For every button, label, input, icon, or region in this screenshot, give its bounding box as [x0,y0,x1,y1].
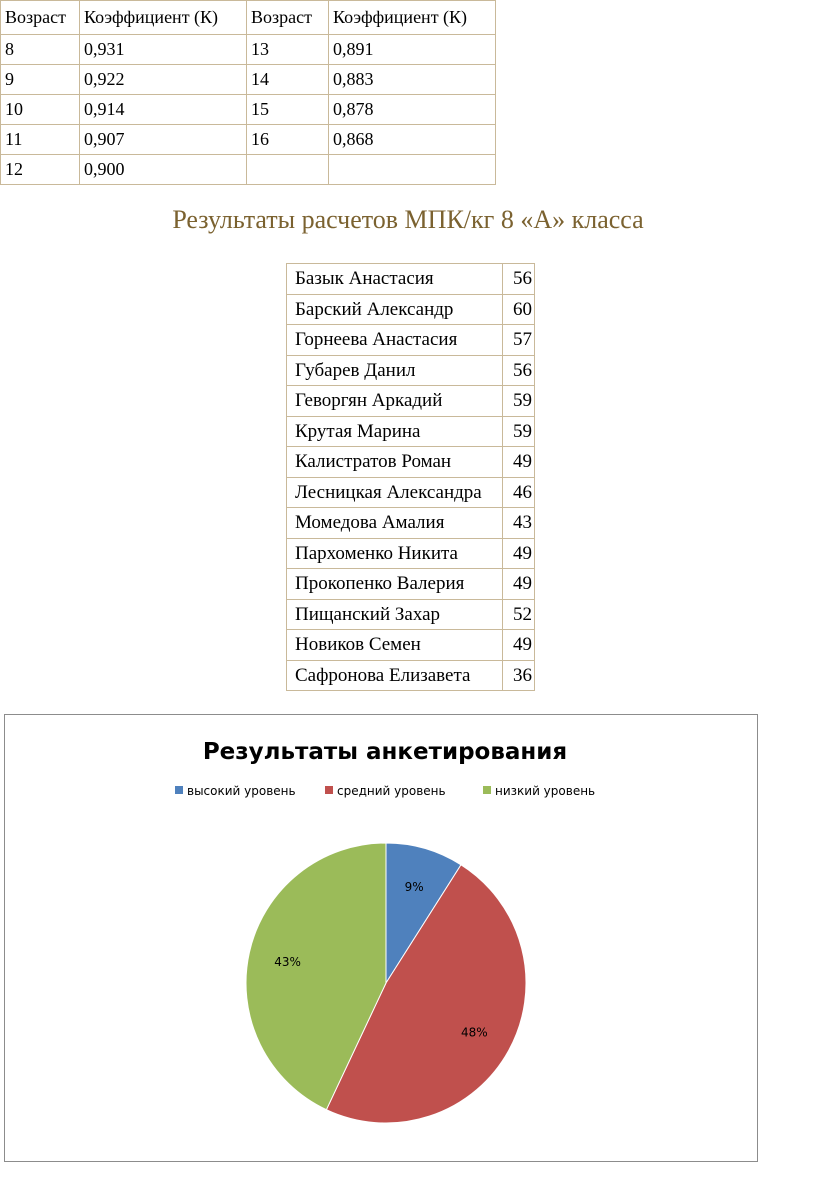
mpk-value-cell: 57 [503,325,535,356]
student-name-cell: Пархоменко Никита [287,538,503,569]
mpk-value-cell: 46 [503,477,535,508]
table-row [1,125,496,155]
table-cell: 0,907 [80,125,247,155]
mpk-value-cell: 59 [503,386,535,417]
table-cell: 12 [1,155,80,185]
table-row [287,538,535,569]
student-name-cell: Геворгян Аркадий [287,386,503,417]
table-row [287,630,535,661]
student-name-cell: Момедова Амалия [287,508,503,539]
table-row [287,477,535,508]
table-cell: 0,883 [329,65,496,95]
mpk-results-table [286,263,535,691]
legend-label: низкий уровень [495,784,596,798]
student-name-cell: Базык Анастасия [287,264,503,295]
table-cell: 14 [247,65,329,95]
pie-chart-svg [9,719,753,1157]
table-cell: 0,891 [329,35,496,65]
table-cell: 0,922 [80,65,247,95]
pie-data-label: 43% [274,955,301,970]
header-cell: Возраст [1,1,80,35]
mpk-value-cell: 60 [503,294,535,325]
legend-label: высокий уровень [187,784,296,798]
mpk-value-cell: 52 [503,599,535,630]
table-cell: 8 [1,35,80,65]
table-cell: 0,878 [329,95,496,125]
table-cell: 13 [247,35,329,65]
header-cell: Коэффициент (К) [80,1,247,35]
table-row [1,35,496,65]
table-row [287,386,535,417]
table-row [287,660,535,691]
chart-legend [175,784,595,798]
table-row [1,155,496,185]
table-row [1,95,496,125]
table-cell [247,155,329,185]
table-row [287,416,535,447]
chart-title: Результаты анкетирования [202,739,568,765]
student-name-cell: Крутая Марина [287,416,503,447]
header-cell: Возраст [247,1,329,35]
table-row [287,264,535,295]
student-name-cell: Сафронова Елизавета [287,660,503,691]
survey-chart [4,714,758,1162]
mpk-value-cell: 59 [503,416,535,447]
coefficient-table [0,0,496,185]
table-cell: 9 [1,65,80,95]
table-cell: 0,931 [80,35,247,65]
table-header-row [1,1,496,35]
legend-swatch [325,786,333,794]
student-name-cell: Губарев Данил [287,355,503,386]
table-cell: 10 [1,95,80,125]
table-cell: 0,914 [80,95,247,125]
legend-label: средний уровень [337,784,446,798]
student-name-cell: Калистратов Роман [287,447,503,478]
mpk-value-cell: 49 [503,447,535,478]
student-name-cell: Новиков Семен [287,630,503,661]
pie-data-label: 48% [460,1025,488,1040]
table-row [287,599,535,630]
table-row [287,447,535,478]
legend-swatch [483,786,491,794]
pie-data-label: 9% [404,880,424,895]
student-name-cell: Лесницкая Александра [287,477,503,508]
table-row [1,65,496,95]
student-name-cell: Пищанский Захар [287,599,503,630]
mpk-value-cell: 49 [503,569,535,600]
pie-slices [246,843,526,1123]
table-cell [329,155,496,185]
table-cell: 16 [247,125,329,155]
table-cell: 11 [1,125,80,155]
student-name-cell: Барский Александр [287,294,503,325]
table-row [287,569,535,600]
mpk-value-cell: 49 [503,630,535,661]
table-row [287,508,535,539]
table-row [287,294,535,325]
mpk-value-cell: 56 [503,264,535,295]
student-name-cell: Горнеева Анастасия [287,325,503,356]
mpk-value-cell: 36 [503,660,535,691]
mpk-table-body [287,264,535,691]
table-cell: 0,868 [329,125,496,155]
table-cell: 0,900 [80,155,247,185]
student-name-cell: Прокопенко Валерия [287,569,503,600]
table-cell: 15 [247,95,329,125]
legend-swatch [175,786,183,794]
section-heading: Результаты расчетов МПК/кг 8 «А» класса [172,205,644,234]
table-row [287,355,535,386]
mpk-value-cell: 56 [503,355,535,386]
mpk-value-cell: 43 [503,508,535,539]
header-cell: Коэффициент (К) [329,1,496,35]
mpk-value-cell: 49 [503,538,535,569]
table-row [287,325,535,356]
